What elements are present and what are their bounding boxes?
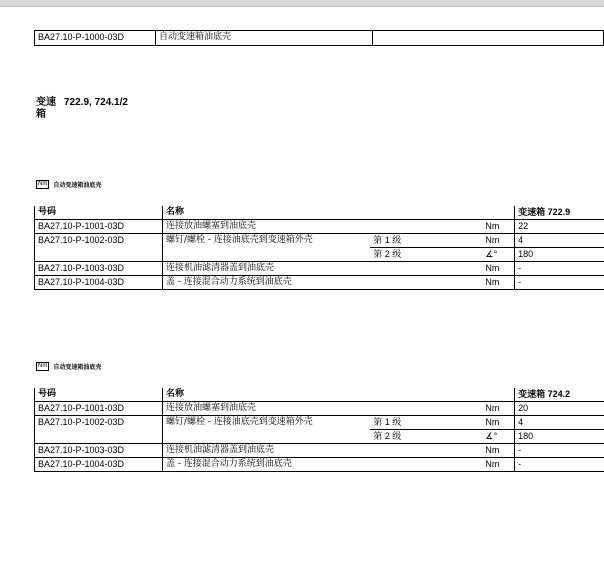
heading-label-line2: 箱 [36, 109, 46, 120]
table-row [35, 262, 604, 276]
row-stage [370, 444, 482, 458]
section-title-2 [36, 362, 101, 371]
table-row [35, 248, 604, 262]
row-unit: Nm [482, 458, 514, 472]
row-code: BA27.10-P-1003-03D [35, 444, 163, 458]
row-name: 盖 - 连接混合动力系统到油底壳 [162, 276, 370, 290]
row-stage [370, 276, 482, 290]
table-row [35, 402, 604, 416]
table-row [35, 430, 604, 444]
row-stage [370, 402, 482, 416]
header-code: 号码 [35, 206, 163, 220]
row-unit: Nm [482, 416, 514, 430]
row-name: 连接放油螺塞到油底壳 [162, 402, 370, 416]
torque-table-724-2 [34, 388, 604, 472]
section-title-text: 自动变速箱油底壳 [53, 364, 102, 371]
row-name: 连接机油滤清器盖到油底壳 [162, 444, 370, 458]
row-value: 4 [515, 234, 604, 248]
table-row [35, 416, 604, 430]
row-value: 20 [515, 402, 604, 416]
row-stage: 第 1 级 [370, 416, 482, 430]
document-name: 自动变速箱油底壳 [156, 31, 373, 46]
header-name: 名称 [162, 206, 370, 220]
row-value: 180 [515, 248, 604, 262]
row-unit: Nm [482, 276, 514, 290]
row-name: 盖 - 连接混合动力系统到油底壳 [162, 458, 370, 472]
row-unit: ∡° [482, 248, 514, 262]
row-value: - [515, 458, 604, 472]
row-unit: Nm [482, 444, 514, 458]
row-stage: 第 2 级 [370, 248, 482, 262]
row-code: BA27.10-P-1002-03D [35, 234, 163, 248]
row-code: BA27.10-P-1004-03D [35, 276, 163, 290]
row-code [35, 248, 163, 262]
section-title-1 [36, 180, 101, 189]
torque-table-722-9 [34, 206, 604, 290]
row-name: 螺钉/螺栓 - 连接油底壳到变速箱外壳 [165, 235, 313, 245]
row-code: BA27.10-P-1004-03D [35, 458, 163, 472]
row-unit: Nm [482, 402, 514, 416]
row-name: 连接放油螺塞到油底壳 [162, 220, 370, 234]
heading-label: 变速 [36, 97, 56, 108]
header-name: 名称 [162, 388, 370, 402]
header-code: 号码 [35, 388, 163, 402]
row-unit: Nm [482, 220, 514, 234]
document-extra-cell [373, 31, 604, 46]
row-value: 22 [515, 220, 604, 234]
row-value: 4 [515, 416, 604, 430]
row-stage: 第 2 级 [370, 430, 482, 444]
row-code: BA27.10-P-1002-03D [35, 416, 163, 430]
row-code: BA27.10-P-1003-03D [35, 262, 163, 276]
torque-nm-icon: Nm [38, 363, 48, 369]
table-row [35, 234, 604, 248]
row-stage [370, 458, 482, 472]
row-value: - [515, 276, 604, 290]
table-row [35, 444, 604, 458]
row-value: - [515, 444, 604, 458]
table-header-row [35, 388, 604, 402]
row-stage [370, 262, 482, 276]
section-title-text: 自动变速箱油底壳 [53, 182, 102, 189]
row-code [35, 430, 163, 444]
row-unit: Nm [482, 262, 514, 276]
row-unit: ∡° [482, 430, 514, 444]
row-code: BA27.10-P-1001-03D [35, 220, 163, 234]
header-value: 变速箱 722.9 [515, 206, 604, 220]
transmission-heading [36, 97, 128, 121]
top-toolbar-strip [0, 0, 604, 7]
row-name: 连接机油滤清器盖到油底壳 [162, 262, 370, 276]
document-code: BA27.10-P-1000-03D [35, 31, 156, 46]
row-name: 螺钉/螺栓 - 连接油底壳到变速箱外壳 [165, 417, 313, 427]
table-row [35, 276, 604, 290]
row-value: 180 [515, 430, 604, 444]
table-header-row [35, 206, 604, 220]
document-id-table [34, 30, 604, 46]
table-row [35, 458, 604, 472]
row-unit: Nm [482, 234, 514, 248]
row-stage [370, 220, 482, 234]
heading-models: 722.9, 724.1/2 [64, 97, 128, 108]
document-id-row [35, 31, 604, 46]
row-stage: 第 1 级 [370, 234, 482, 248]
row-name [162, 248, 370, 262]
row-name [162, 430, 370, 444]
row-code: BA27.10-P-1001-03D [35, 402, 163, 416]
torque-nm-icon: Nm [38, 181, 48, 187]
row-value: - [515, 262, 604, 276]
header-value: 变速箱 724.2 [515, 388, 604, 402]
table-row [35, 220, 604, 234]
